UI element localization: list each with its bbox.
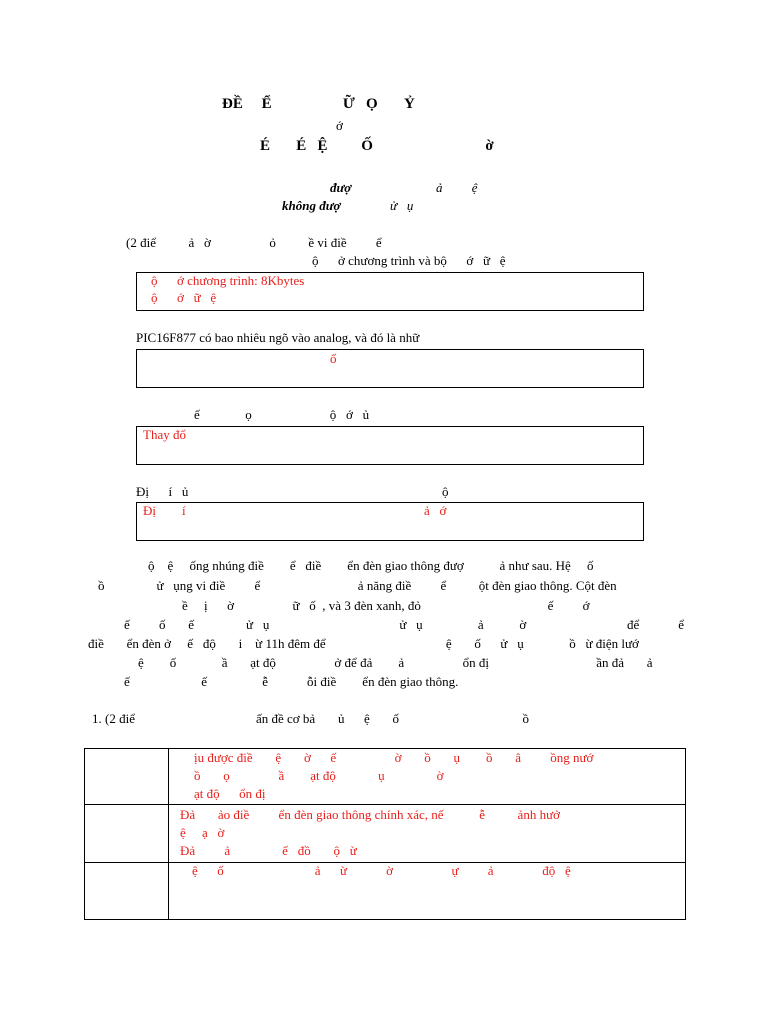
exam-title-line3: É É Ệ Ố ờ bbox=[260, 138, 494, 154]
q2-answer-box bbox=[136, 349, 644, 388]
table-row-2-line: Đả ả ế đồ ộ ừ bbox=[180, 843, 357, 858]
task1-prompt-b: ấn đề cơ bả ủ ệ ố ồ bbox=[256, 711, 529, 726]
instruction-line2-a: không đượ bbox=[282, 198, 341, 213]
q2-answer: ố bbox=[330, 351, 337, 366]
q4-prompt-right: ộ bbox=[442, 484, 449, 499]
exam-title-line2: ớ bbox=[336, 118, 343, 133]
exam-title-line1: ĐỀ Ể Ữ Ọ Ỷ bbox=[222, 96, 415, 112]
table-row-3-line: ệ ố ả ừ ờ ự ả độ ệ bbox=[192, 863, 571, 878]
scenario-line: ồ ử ụng vi điề ể ả năng điề ể ột đèn giao thông. Cột đèn bbox=[98, 578, 617, 593]
q1-prompt-line1: (2 điể ả ờ ỏ ề vi điề ể bbox=[126, 235, 382, 250]
table-row-1-line: ồ ọ ầ ạt độ ụ ờ bbox=[194, 768, 444, 783]
q3-answer-box bbox=[136, 426, 644, 465]
table-row-2-line: ệ ạ ờ bbox=[180, 825, 225, 840]
q2-prompt: PIC16F877 có bao nhiêu ngõ vào analog, và đó là nhữ bbox=[136, 330, 420, 345]
q3-answer: Thay đổ bbox=[143, 427, 186, 442]
instruction-line1-a: đượ bbox=[330, 180, 352, 195]
table-row-2-line: Đả ảo điề ển đèn giao thông chính xác, nế ễ ảnh hưở bbox=[180, 807, 560, 822]
table-row-1-line: ịu được điề ệ ờ ế ờ ồ ụ ồ â ồng nướ bbox=[194, 750, 594, 765]
table-row-1-line: ạt độ ổn đị bbox=[194, 786, 266, 801]
table-column-divider bbox=[168, 748, 169, 920]
q1-answer-line2: ộ ớ ữ ệ bbox=[151, 290, 217, 305]
q1-answer-line1: ộ ớ chương trình: 8Kbytes bbox=[151, 273, 305, 288]
instruction-line2-b: ử ụ bbox=[390, 198, 414, 213]
scenario-line: ế ế ễ ỗi điề ển đèn giao thông. bbox=[124, 674, 459, 689]
instruction-line1-b: ả ệ bbox=[436, 180, 478, 195]
scenario-line: ộ ệ ống nhúng điề ể điề ển đèn giao thông đượ ả như sau. Hệ ố bbox=[148, 558, 594, 573]
task1-prompt-a: 1. (2 điể bbox=[92, 711, 135, 726]
q3-prompt: ế ọ ộ ớ ủ bbox=[194, 407, 370, 422]
scenario-line: điề ển đèn ở ế độ i ừ 11h đêm để ệ ố ử ụ ồ ừ điện lướ bbox=[88, 636, 639, 651]
table-row-divider bbox=[84, 804, 686, 805]
q4-prompt-left: Đị í ủ bbox=[136, 484, 189, 499]
scenario-line: ề ị ờ ữ ố , và 3 đèn xanh, đỏ ế ớ bbox=[182, 598, 590, 613]
q4-answer-box bbox=[136, 502, 644, 541]
scenario-line: ế ố ế ử ụ ử ụ ả ờ để ể bbox=[124, 617, 685, 632]
scenario-line: ệ ố ầ ạt độ ở để đả ả ổn đị ần đả ả bbox=[138, 655, 653, 670]
q4-answer-right: ả ớ bbox=[424, 503, 447, 518]
q1-prompt-line2: ộ ở chương trình và bộ ớ ữ ệ bbox=[312, 253, 506, 268]
q4-answer-left: Đị í bbox=[143, 503, 186, 518]
